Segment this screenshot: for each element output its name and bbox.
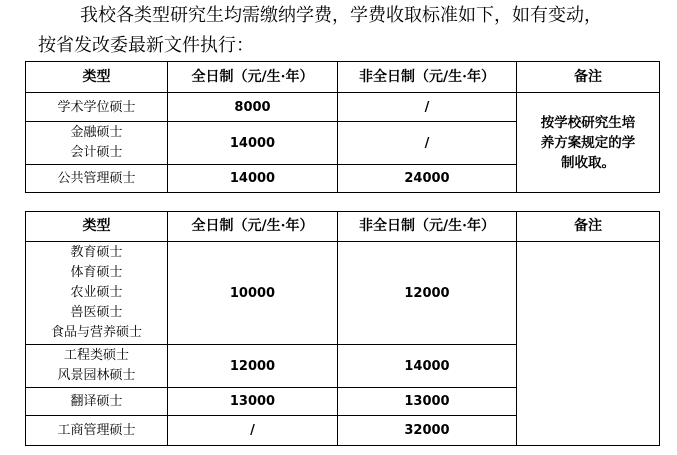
row-part-time-fee: / [338,93,517,122]
header-note: 备注 [517,212,660,242]
type-line: 会计硕士 [70,145,123,160]
row-part-time-fee: 24000 [338,165,517,193]
row-type: 翻译硕士 [26,388,168,416]
row-part-time-fee: 13000 [338,388,517,416]
table-header-row [26,62,660,93]
row-part-time-fee: 32000 [338,416,517,446]
row-full-time-fee: 14000 [168,165,338,193]
row-full-time-fee: 8000 [168,93,338,122]
header-type: 类型 [26,62,168,93]
row-full-time-fee: / [168,416,338,446]
header-note: 备注 [517,62,660,93]
fee-table-2 [25,211,660,446]
intro-line-1: 我校各类型研究生均需缴纳学费，学费收取标准如下，如有变动， [80,5,602,26]
table-header-row [26,212,660,242]
row-full-time-fee: 14000 [168,122,338,165]
note-line: 制收取。 [561,154,615,171]
row-type: 工商管理硕士 [26,416,168,446]
row-full-time-fee: 10000 [168,242,338,345]
type-line: 体育硕士 [70,265,123,280]
note-cell [517,242,660,446]
row-type [26,242,168,345]
table-row [26,93,660,122]
row-type [26,345,168,388]
row-part-time-fee: 14000 [338,345,517,388]
intro-line-2: 按省发改委最新文件执行： [38,35,254,56]
note-cell [517,93,660,193]
row-type [26,122,168,165]
type-line: 农业硕士 [70,285,123,300]
row-full-time-fee: 13000 [168,388,338,416]
row-full-time-fee: 12000 [168,345,338,388]
header-full-time: 全日制（元/生·年） [168,212,338,242]
note-line: 养方案规定的学 [540,134,636,151]
type-line: 兽医硕士 [70,305,123,320]
header-part-time: 非全日制（元/生·年） [338,212,517,242]
row-part-time-fee: 12000 [338,242,517,345]
type-line: 风景园林硕士 [57,368,136,383]
row-type: 公共管理硕士 [26,165,168,193]
type-line: 教育硕士 [70,245,123,260]
row-part-time-fee: / [338,122,517,165]
type-line: 食品与营养硕士 [50,325,142,340]
fee-table-1 [25,61,660,193]
row-type: 学术学位硕士 [26,93,168,122]
header-type: 类型 [26,212,168,242]
header-part-time: 非全日制（元/生·年） [338,62,517,93]
type-line: 金融硕士 [70,125,123,140]
table-row [26,242,660,345]
type-line: 工程类硕士 [63,348,129,363]
header-full-time: 全日制（元/生·年） [168,62,338,93]
note-line: 按学校研究生培 [540,114,636,131]
